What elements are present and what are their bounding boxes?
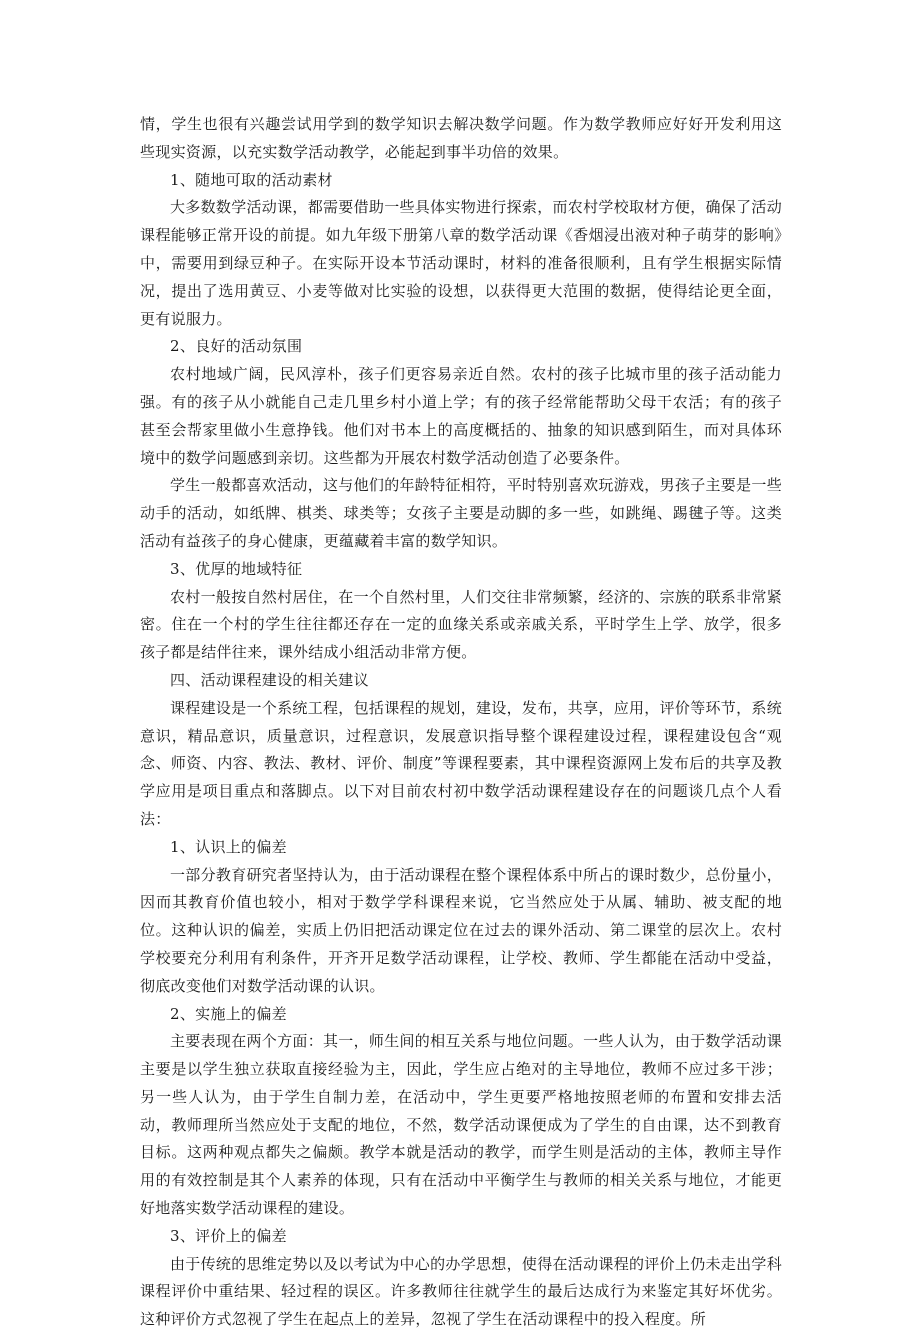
section-heading: 2、实施上的偏差 bbox=[170, 1004, 287, 1023]
paragraph: 课程建设是一个系统工程，包括课程的规划，建设，发布，共享，应用，评价等环节，系统意识，精品意识，质量意识，过程意识，发展意识指导整个课程建设过程，课程建设包含“观念、师资、内容、教法、教材、评价、制度”等课程要素，其中课程资源网上发布后的共享及教学应用是项目重点和落脚点。以下对目前农村初中数学活动课程建设存在的问题谈几点个人看法： bbox=[140, 698, 783, 828]
paragraph: 大多数数学活动课，都需要借助一些具体实物进行探索，而农村学校取材方便，确保了活动课程能够正常开设的前提。如九年级下册第八章的数学活动课《香烟浸出液对种子萌芽的影响》中，需要用到绿豆种子。在实际开设本节活动课时，材料的准备很顺利，且有学生根据实际情况，提出了选用黄豆、小麦等做对比实验的设想，以获得更大范围的数据，使得结论更全面，更有说服力。 bbox=[140, 198, 783, 328]
section-heading: 1、随地可取的活动素材 bbox=[170, 170, 333, 189]
paragraph: 一部分教育研究者坚持认为，由于活动课程在整个课程体系中所占的课时数少，总份量小，因而其教育价值也较小，相对于数学学科课程来说，它当然应处于从属、辅助、被支配的地位。这种认识的偏差，实质上仍旧把活动课定位在过去的课外活动、第二课堂的层次上。农村学校要充分利用有利条件，开齐开足数学活动课程，让学校、教师、学生都能在活动中受益，彻底改变他们对数学活动课的认识。 bbox=[140, 865, 783, 995]
paragraph: 主要表现在两个方面：其一，师生间的相互关系与地位问题。一些人认为，由于数学活动课主要是以学生独立获取直接经验为主，因此，学生应占绝对的主导地位，教师不应过多干涉；另一些人认为，由于学生自制力差，在活动中，学生更要严格地按照老师的布置和安排去活动，教师理所当然应处于支配的地位，不然，数学活动课便成为了学生的自由课，达不到教育目标。这两种观点都失之偏颇。教学本就是活动的教学，而学生则是活动的主体，教师主导作用的有效控制是其个人素养的体现，只有在活动中平衡学生与教师的相关关系与地位，才能更好地落实数学活动课程的建设。 bbox=[140, 1032, 783, 1218]
paragraph-continued: 情，学生也很有兴趣尝试用学到的数学知识去解决数学问题。作为数学教师应好好开发利用这些现实资源，以充实数学活动教学，必能起到事半功倍的效果。 bbox=[140, 115, 782, 161]
section-heading: 3、优厚的地域特征 bbox=[170, 559, 303, 578]
paragraph: 由于传统的思维定势以及以考试为中心的办学思想，使得在活动课程的评价上仍未走出学科课程评价中重结果、轻过程的误区。许多教师往往就学生的最后达成行为来鉴定其好坏优劣。这种评价方式忽视了学生在起点上的差异，忽视了学生在活动课程中的投入程度。所 bbox=[140, 1254, 783, 1329]
section-heading: 3、评价上的偏差 bbox=[170, 1226, 287, 1245]
section-heading: 1、认识上的偏差 bbox=[170, 837, 287, 856]
paragraph: 农村地域广阔，民风淳朴，孩子们更容易亲近自然。农村的孩子比城市里的孩子活动能力强。有的孩子从小就能自己走几里乡村小道上学；有的孩子经常能帮助父母干农活；有的孩子甚至会帮家里做小生意挣钱。他们对书本上的高度概括的、抽象的知识感到陌生，而对具体环境中的数学问题感到亲切。这些都为开展农村数学活动创造了必要条件。 bbox=[140, 365, 782, 467]
document-page bbox=[140, 111, 782, 1334]
section-heading: 2、良好的活动氛围 bbox=[170, 337, 303, 356]
paragraph: 农村一般按自然村居住，在一个自然村里，人们交往非常频繁，经济的、宗族的联系非常紧密。住在一个村的学生往往都还存在一定的血缘关系或亲戚关系，平时学生上学、放学，很多孩子都是结伴往来，课外结成小组活动非常方便。 bbox=[140, 587, 783, 662]
section-heading: 四、活动课程建设的相关建议 bbox=[170, 670, 369, 689]
paragraph: 学生一般都喜欢活动，这与他们的年龄特征相符，平时特别喜欢玩游戏，男孩子主要是一些动手的活动，如纸牌、棋类、球类等；女孩子主要是动脚的多一些，如跳绳、踢毽子等。这类活动有益孩子的身心健康，更蕴藏着丰富的数学知识。 bbox=[140, 476, 783, 550]
